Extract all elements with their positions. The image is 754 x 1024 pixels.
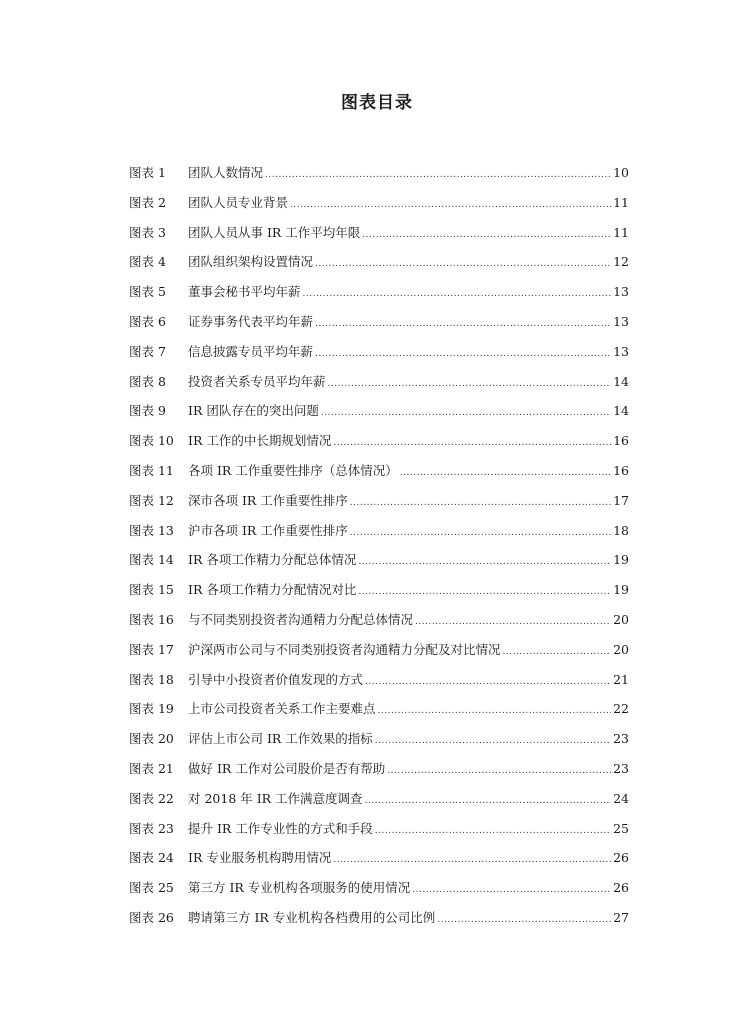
- toc-text: IR 各项工作精力分配总体情况: [188, 552, 357, 568]
- toc-entry[interactable]: [129, 222, 629, 252]
- toc-text: 第三方 IR 专业机构各项服务的使用情况: [188, 880, 411, 896]
- toc-label: 图表 7: [129, 343, 166, 359]
- toc-entry[interactable]: [129, 907, 629, 937]
- toc-page-number: 19: [613, 552, 629, 568]
- toc-dot-leader: [365, 669, 611, 693]
- toc-text: 投资者关系专员平均年薪: [188, 373, 326, 389]
- toc-entry[interactable]: [129, 162, 629, 192]
- toc-page-number: 24: [613, 790, 629, 806]
- toc-label: 图表 12: [129, 492, 174, 508]
- toc-page-number: 18: [613, 522, 629, 538]
- toc-list: [129, 162, 629, 937]
- toc-label: 图表 25: [129, 880, 174, 896]
- toc-text: 提升 IR 工作专业性的方式和手段: [188, 820, 373, 836]
- toc-page-number: 26: [613, 880, 629, 896]
- toc-page-number: 19: [613, 582, 629, 598]
- toc-page-number: 14: [613, 403, 629, 419]
- toc-dot-leader: [315, 251, 611, 275]
- toc-page-number: 16: [613, 462, 629, 478]
- toc-label: 图表 6: [129, 313, 166, 329]
- toc-label: 图表 19: [129, 701, 174, 717]
- toc-page-number: 11: [613, 194, 629, 210]
- toc-entry[interactable]: [129, 818, 629, 848]
- toc-dot-leader: [265, 162, 611, 186]
- toc-text: 评估上市公司 IR 工作效果的指标: [188, 731, 373, 747]
- toc-label: 图表 14: [129, 552, 174, 568]
- toc-dot-leader: [503, 639, 612, 663]
- toc-label: 图表 15: [129, 582, 174, 598]
- toc-page-number: 12: [613, 254, 629, 270]
- toc-page-number: 27: [613, 909, 629, 925]
- toc-page-number: 16: [613, 433, 629, 449]
- toc-label: 图表 5: [129, 284, 166, 300]
- toc-page-number: 17: [613, 492, 629, 508]
- toc-entry[interactable]: [129, 341, 629, 371]
- toc-page-number: 13: [613, 313, 629, 329]
- toc-label: 图表 8: [129, 373, 166, 389]
- toc-label: 图表 2: [129, 194, 166, 210]
- toc-dot-leader: [303, 281, 612, 305]
- toc-page-number: 11: [613, 224, 629, 240]
- toc-page-number: 25: [613, 820, 629, 836]
- toc-entry[interactable]: [129, 669, 629, 699]
- toc-text: IR 团队存在的突出问题: [188, 403, 319, 419]
- toc-text: 深市各项 IR 工作重要性排序: [188, 492, 348, 508]
- toc-text: 与不同类别投资者沟通精力分配总体情况: [188, 611, 414, 627]
- toc-label: 图表 13: [129, 522, 174, 538]
- toc-label: 图表 18: [129, 671, 174, 687]
- toc-label: 图表 1: [129, 165, 166, 180]
- toc-dot-leader: [375, 728, 611, 752]
- toc-text: 做好 IR 工作对公司股价是否有帮助: [188, 760, 386, 776]
- toc-text: 董事会秘书平均年薪: [188, 284, 301, 300]
- toc-entry[interactable]: [129, 251, 629, 281]
- toc-text: 各项 IR 工作重要性排序（总体情况）: [188, 462, 398, 478]
- toc-text: 团队人员从事 IR 工作平均年限: [188, 224, 361, 240]
- toc-dot-leader: [350, 520, 611, 544]
- toc-entry[interactable]: [129, 847, 629, 877]
- toc-dot-leader: [358, 579, 611, 603]
- toc-dot-leader: [358, 549, 611, 573]
- toc-entry[interactable]: [129, 400, 629, 430]
- toc-label: 图表 17: [129, 641, 174, 657]
- toc-text: 团队人数情况: [188, 165, 264, 180]
- toc-dot-leader: [333, 847, 611, 871]
- toc-label: 图表 24: [129, 850, 174, 866]
- toc-entry[interactable]: [129, 311, 629, 341]
- toc-entry[interactable]: [129, 430, 629, 460]
- toc-text: 沪市各项 IR 工作重要性排序: [188, 522, 348, 538]
- toc-label: 图表 4: [129, 254, 166, 270]
- toc-entry[interactable]: [129, 877, 629, 907]
- toc-text: 信息披露专员平均年薪: [188, 343, 314, 359]
- toc-dot-leader: [321, 400, 611, 424]
- toc-label: 图表 16: [129, 611, 174, 627]
- toc-text: IR 专业服务机构聘用情况: [188, 850, 332, 866]
- toc-page-number: 23: [613, 760, 629, 776]
- toc-dot-leader: [333, 430, 611, 454]
- toc-label: 图表 20: [129, 731, 174, 747]
- toc-page-number: 13: [613, 343, 629, 359]
- toc-label: 图表 11: [129, 462, 174, 478]
- toc-text: 引导中小投资者价值发现的方式: [188, 671, 364, 687]
- toc-text: 团队组织架构设置情况: [188, 254, 314, 270]
- toc-text: 团队人员专业背景: [188, 194, 289, 210]
- toc-dot-leader: [350, 490, 611, 514]
- toc-dot-leader: [362, 222, 611, 246]
- toc-text: 聘请第三方 IR 专业机构各档费用的公司比例: [188, 909, 436, 925]
- toc-dot-leader: [415, 609, 611, 633]
- toc-label: 图表 3: [129, 224, 166, 240]
- toc-label: 图表 9: [129, 403, 166, 419]
- toc-label: 图表 26: [129, 909, 174, 925]
- toc-entry[interactable]: [129, 460, 629, 490]
- toc-dot-leader: [378, 698, 612, 722]
- toc-entry[interactable]: [129, 788, 629, 818]
- toc-text: IR 各项工作精力分配情况对比: [188, 582, 357, 598]
- toc-page-number: 14: [613, 373, 629, 389]
- toc-page-number: 23: [613, 731, 629, 747]
- toc-dot-leader: [290, 192, 611, 216]
- toc-entry[interactable]: [129, 281, 629, 311]
- toc-dot-leader: [328, 371, 612, 395]
- toc-text: 上市公司投资者关系工作主要难点: [188, 701, 376, 717]
- toc-page-number: 20: [613, 611, 629, 627]
- toc-dot-leader: [387, 758, 611, 782]
- toc-entry[interactable]: [129, 758, 629, 788]
- toc-page-number: 10: [613, 165, 629, 180]
- toc-label: 图表 22: [129, 790, 174, 806]
- toc-entry[interactable]: [129, 698, 629, 728]
- toc-text: 沪深两市公司与不同类别投资者沟通精力分配及对比情况: [188, 641, 501, 657]
- toc-entry[interactable]: [129, 192, 629, 222]
- toc-page-number: 22: [613, 701, 629, 717]
- toc-dot-leader: [437, 907, 611, 931]
- toc-page-number: 26: [613, 850, 629, 866]
- toc-entry[interactable]: [129, 609, 629, 639]
- toc-dot-leader: [400, 460, 611, 484]
- toc-dot-leader: [365, 788, 612, 812]
- toc-label: 图表 10: [129, 433, 174, 449]
- toc-entry[interactable]: [129, 639, 629, 669]
- toc-text: IR 工作的中长期规划情况: [188, 433, 332, 449]
- toc-page-number: 20: [613, 641, 629, 657]
- toc-text: 证券事务代表平均年薪: [188, 313, 314, 329]
- toc-entry[interactable]: [129, 728, 629, 758]
- toc-entry[interactable]: [129, 549, 629, 579]
- toc-dot-leader: [315, 311, 611, 335]
- page-title: 图表目录: [341, 93, 413, 113]
- toc-entry[interactable]: [129, 579, 629, 609]
- toc-page-number: 21: [613, 671, 629, 687]
- toc-entry[interactable]: [129, 371, 629, 401]
- toc-entry[interactable]: [129, 490, 629, 520]
- toc-page-number: 13: [613, 284, 629, 300]
- toc-dot-leader: [315, 341, 611, 365]
- toc-label: 图表 21: [129, 760, 174, 776]
- toc-label: 图表 23: [129, 820, 174, 836]
- toc-dot-leader: [375, 818, 611, 842]
- toc-dot-leader: [412, 877, 611, 901]
- toc-text: 对 2018 年 IR 工作满意度调查: [188, 790, 363, 806]
- toc-entry[interactable]: [129, 520, 629, 550]
